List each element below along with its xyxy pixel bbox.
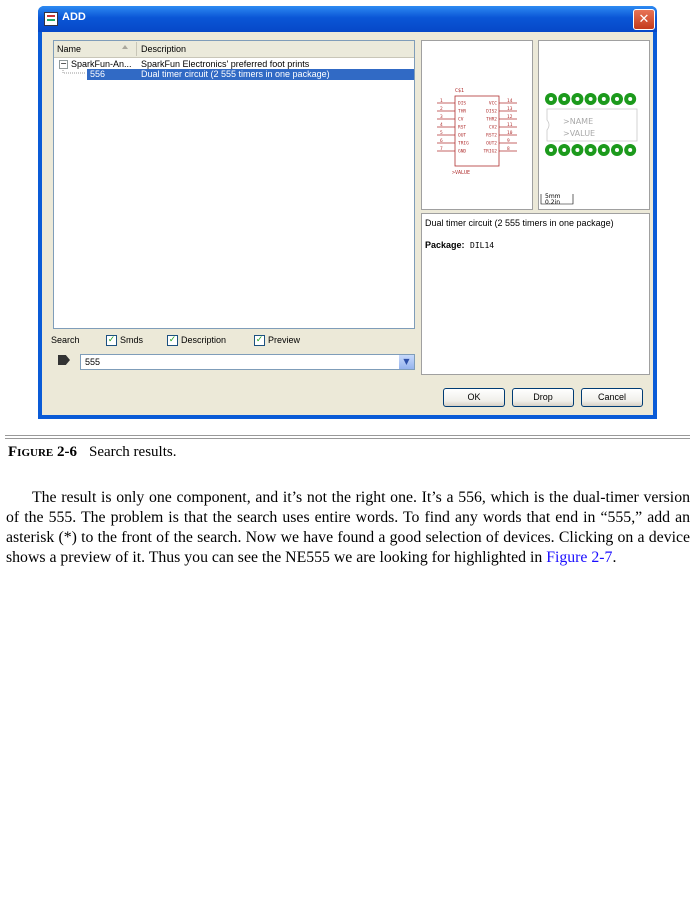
footprint-pad-hole <box>562 97 566 101</box>
schematic-pin-number: 14 <box>507 99 513 104</box>
schematic-signal-label: THR <box>458 109 467 115</box>
package-value: DIL14 <box>470 241 495 250</box>
figure-link[interactable]: Figure 2-7 <box>546 549 613 566</box>
scale-in: 0.2in <box>545 199 561 206</box>
schematic-signal-label: RST <box>458 125 467 131</box>
footprint-pad-hole <box>549 97 553 101</box>
clear-search-icon[interactable] <box>58 355 70 365</box>
preview-checkbox[interactable]: ✓ <box>255 335 264 345</box>
column-description[interactable]: Description <box>141 44 187 54</box>
footprint-name: >NAME <box>563 117 594 126</box>
schematic-pin-number: 13 <box>507 107 513 112</box>
library-name[interactable]: SparkFun-An... <box>71 59 132 69</box>
footprint-pad-hole <box>602 148 606 152</box>
caption-rule-top <box>5 435 690 436</box>
device-name: 556 <box>90 69 106 79</box>
schematic-signal-label: CV2 <box>488 125 497 131</box>
schematic-symbol <box>422 41 532 209</box>
schematic-signal-label: CV <box>458 117 464 123</box>
schematic-signal-label: OUT <box>458 133 467 139</box>
schematic-pin-number: 12 <box>507 115 513 120</box>
body-paragraph <box>6 488 690 568</box>
sort-arrow-icon <box>122 45 128 49</box>
schematic-pin-number: 6 <box>440 139 443 144</box>
schematic-pin-number: 11 <box>507 123 513 128</box>
cancel-button[interactable]: Cancel <box>581 388 643 407</box>
schematic-signal-label: TRIG <box>458 141 469 147</box>
dialog-titlebar[interactable] <box>38 6 657 32</box>
tree-connector <box>62 68 88 76</box>
footprint-value: >VALUE <box>563 129 596 138</box>
footprint-pad-hole <box>575 97 579 101</box>
footprint-pad-hole <box>615 148 619 152</box>
search-label: Search <box>51 335 80 345</box>
footprint-pad-hole <box>628 148 632 152</box>
scale-mm: 5mm <box>545 193 561 200</box>
schematic-signal-label: OUT2 <box>486 141 497 147</box>
device-description: Dual timer circuit (2 555 timers in one package) <box>141 69 330 79</box>
drop-button[interactable]: Drop <box>512 388 574 407</box>
schematic-value: >VALUE <box>452 170 471 176</box>
library-tree[interactable] <box>53 40 415 329</box>
search-value: 555 <box>85 357 101 367</box>
package-label: Package: <box>425 240 465 250</box>
tree-header <box>54 41 414 58</box>
schematic-preview <box>421 40 533 210</box>
figure-caption-text: Search results. <box>88 444 177 460</box>
schematic-signal-label: RST2 <box>486 133 497 139</box>
figure-caption <box>8 444 176 461</box>
figure-label: Figure 2-6 <box>8 444 77 460</box>
footprint-pad-hole <box>575 148 579 152</box>
ok-button[interactable]: OK <box>443 388 505 407</box>
column-separator[interactable] <box>136 42 137 56</box>
schematic-pin-number: 2 <box>440 107 443 112</box>
paragraph-end: . <box>612 549 617 566</box>
smds-label: Smds <box>120 335 144 345</box>
add-dialog <box>38 6 657 419</box>
footprint-pad-hole <box>549 148 553 152</box>
schematic-pin-number: 10 <box>507 131 513 136</box>
column-name[interactable]: Name <box>57 44 82 54</box>
schematic-signal-label: TRIG2 <box>483 149 497 155</box>
caption-rule-bottom <box>5 438 690 439</box>
schematic-pin-number: 8 <box>507 147 510 152</box>
schematic-pin-number: 3 <box>440 115 443 120</box>
footprint-drawing <box>539 41 649 209</box>
search-input[interactable] <box>80 354 415 370</box>
footprint-pad-hole <box>615 97 619 101</box>
description-label: Description <box>181 335 227 345</box>
schematic-pin-number: 9 <box>507 139 510 144</box>
preview-label: Preview <box>268 335 301 345</box>
schematic-pin-number: 4 <box>440 123 443 128</box>
footprint-preview <box>538 40 650 210</box>
dialog-body <box>42 32 653 415</box>
description-checkbox[interactable]: ✓ <box>168 335 177 345</box>
details-description: Dual timer circuit (2 555 timers in one package) <box>425 218 614 228</box>
app-icon <box>44 12 58 26</box>
schematic-pin-number: 7 <box>440 147 443 152</box>
device-row-selected[interactable] <box>87 69 414 80</box>
footprint-pad-hole <box>589 97 593 101</box>
device-details <box>421 213 650 375</box>
dropdown-arrow-icon[interactable]: ▼ <box>399 355 414 369</box>
schematic-signal-label: DIS2 <box>486 109 497 115</box>
footprint-pad-hole <box>562 148 566 152</box>
dialog-title: ADD <box>62 11 86 23</box>
schematic-signal-label: THR2 <box>486 117 497 123</box>
footprint-pad-hole <box>628 97 632 101</box>
smds-checkbox[interactable]: ✓ <box>107 335 116 345</box>
schematic-pin-number: 5 <box>440 131 443 136</box>
paragraph-text: The result is only one component, and it’s not the right one. It’s a 556, which is the dual-timer version of the 555. The problem is that the search uses entire words. To find any words that end in “555,” add an asterisk (*) to the front of the search. Now we have found a good selection of devices. Clicking on a device shows a preview of it. Thus you can see the NE555 we are looking for highlighted in <box>6 489 690 566</box>
library-description[interactable]: SparkFun Electronics' preferred foot prints <box>141 59 310 69</box>
schematic-signal-label: DIS <box>458 101 467 107</box>
schematic-signal-label: VCC <box>488 101 497 107</box>
close-button[interactable]: ✕ <box>633 9 655 30</box>
footprint-pad-hole <box>602 97 606 101</box>
collapse-icon[interactable]: − <box>60 59 67 68</box>
footprint-pad-hole <box>589 148 593 152</box>
part-name: C$1 <box>455 88 465 94</box>
schematic-signal-label: GND <box>458 149 467 155</box>
schematic-pin-number: 1 <box>440 99 443 104</box>
